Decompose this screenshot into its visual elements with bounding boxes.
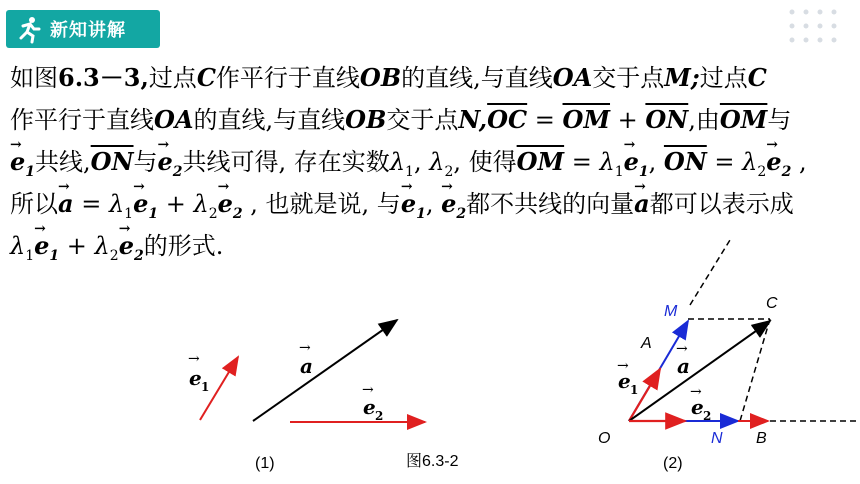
text: 都可以表示成	[649, 190, 794, 218]
line-OA: OA	[154, 105, 194, 134]
subscript: 1	[416, 205, 426, 222]
subfigure-1-caption: (1)	[255, 455, 275, 472]
vector-symbol: e	[10, 147, 26, 176]
text: 的形式.	[143, 232, 224, 260]
subscript: 2	[456, 205, 467, 222]
text: 如图	[10, 64, 58, 92]
point-N-label: N	[711, 430, 723, 447]
lambda: λ	[94, 232, 110, 260]
subscript: 2	[232, 205, 243, 222]
vector-symbol: e	[623, 147, 639, 176]
equals: =	[527, 106, 563, 134]
figure-ref: 6.3－3,	[58, 63, 149, 92]
text: 过点	[148, 64, 197, 92]
vector-ON: $\overline{ON}$	[645, 105, 689, 134]
text: 作平行于直线	[215, 64, 360, 92]
e1-arrow-mark: →	[188, 351, 200, 367]
e2-arrow-mark: →	[690, 384, 702, 400]
a-label: a	[300, 354, 313, 378]
subscript: 1	[25, 163, 36, 180]
equals: =	[73, 190, 109, 218]
e2-label: e	[691, 395, 704, 419]
subscript: 1	[638, 163, 649, 180]
text: 由	[695, 106, 720, 134]
point-C: C	[747, 63, 767, 92]
vector-symbol: e	[34, 231, 50, 260]
e1-label: e	[618, 369, 631, 393]
point-A-label: A	[641, 335, 652, 352]
e1-label: e	[189, 366, 202, 390]
line-OA-extension	[690, 240, 730, 305]
lambda: λ	[599, 148, 615, 176]
text: 与	[133, 148, 158, 176]
subscript: 2	[172, 163, 183, 180]
text: 与直线	[273, 106, 346, 134]
subscript: 2	[444, 163, 454, 180]
e2-subscript: 2	[703, 409, 712, 423]
vector-symbol: e	[400, 189, 417, 218]
subfigure-2-caption: (2)	[663, 455, 683, 472]
equals: =	[564, 148, 600, 176]
e2-label: e	[363, 395, 376, 419]
point-M: M;	[664, 63, 700, 92]
vector-symbol: a	[634, 189, 650, 218]
line-OB: OB	[359, 63, 402, 92]
text: 都不共线的向量	[466, 190, 635, 218]
subscript: 2	[757, 163, 767, 180]
subscript: 1	[124, 205, 134, 222]
vector-OM: $\overline{OM}$	[516, 147, 565, 176]
vector-symbol: e	[133, 189, 149, 218]
text: 共线可得, 存在实数	[182, 148, 390, 176]
comma: ,	[413, 148, 430, 176]
plus: +	[610, 106, 646, 134]
vector-symbol: e	[441, 189, 457, 218]
equals: =	[706, 148, 743, 176]
text: 的直线,	[401, 64, 481, 92]
vector-OM: $\overline{OM}$	[719, 105, 768, 134]
text: 与	[767, 106, 792, 134]
subscript: 1	[614, 163, 624, 180]
text: , 使得	[453, 148, 517, 176]
point-C-label: C	[766, 295, 778, 312]
lambda: λ	[10, 232, 26, 260]
figure-2	[598, 240, 858, 472]
a-arrow-mark: →	[299, 340, 311, 356]
subscript: 2	[208, 205, 218, 222]
vector-symbol: e	[766, 147, 782, 176]
text: 所以	[10, 190, 58, 218]
a-label: a	[677, 354, 690, 378]
point-O-label: O	[598, 430, 611, 447]
vector-symbol: a	[58, 189, 74, 218]
a-arrow-mark: →	[676, 341, 688, 357]
subscript: 1	[405, 163, 414, 180]
plus: +	[158, 190, 194, 218]
line-NC-dashed	[740, 319, 770, 421]
text: 交于点	[592, 64, 665, 92]
vector-symbol: e	[118, 231, 134, 260]
text: 与直线	[480, 64, 553, 92]
comma: ,	[688, 106, 696, 134]
lambda: λ	[742, 148, 758, 176]
subscript: 1	[148, 205, 159, 222]
comma: ,	[425, 190, 442, 218]
text: 的直线,	[193, 106, 274, 134]
vector-OC: $\overline{OC}$	[487, 105, 528, 134]
section-title: 新知讲解	[50, 20, 126, 41]
e1-subscript: 1	[201, 380, 210, 394]
subscript: 2	[133, 247, 144, 264]
e2-arrow-mark: →	[362, 382, 374, 398]
subscript: 2	[109, 247, 119, 264]
point-M-label: M	[664, 303, 678, 320]
text: , 也就是说, 与	[242, 190, 401, 218]
point-N: N,	[458, 105, 488, 134]
lambda: λ	[108, 190, 125, 218]
e2-subscript: 2	[375, 409, 384, 423]
subscript: 1	[25, 247, 35, 264]
lambda: λ	[193, 190, 209, 218]
text: 过点	[699, 64, 748, 92]
lambda: λ	[429, 148, 445, 176]
lambda: λ	[389, 148, 406, 176]
subscript: 2	[781, 163, 792, 180]
point-B-label: B	[756, 430, 767, 447]
line-OA: OA	[552, 63, 593, 92]
text: 交于点	[386, 106, 459, 134]
text: 共线,	[35, 148, 91, 176]
comma: ,	[648, 148, 664, 176]
line-OB: OB	[345, 105, 387, 134]
vector-ON: $\overline{ON}$	[663, 147, 707, 176]
vector-symbol: e	[217, 189, 233, 218]
e1-subscript: 1	[630, 383, 639, 397]
vector-ON: $\overline{ON}$	[90, 147, 134, 176]
text: 作平行于直线	[10, 106, 154, 134]
point-C: C	[196, 63, 216, 92]
figure-caption: 图6.3-2	[406, 453, 459, 470]
vector-OM: $\overline{OM}$	[562, 105, 611, 134]
vector-symbol: e	[157, 147, 173, 176]
comma: ,	[791, 148, 807, 176]
e1-arrow-mark: →	[617, 358, 629, 374]
figure-1	[188, 320, 425, 472]
subscript: 1	[49, 247, 60, 264]
plus: +	[59, 232, 95, 260]
